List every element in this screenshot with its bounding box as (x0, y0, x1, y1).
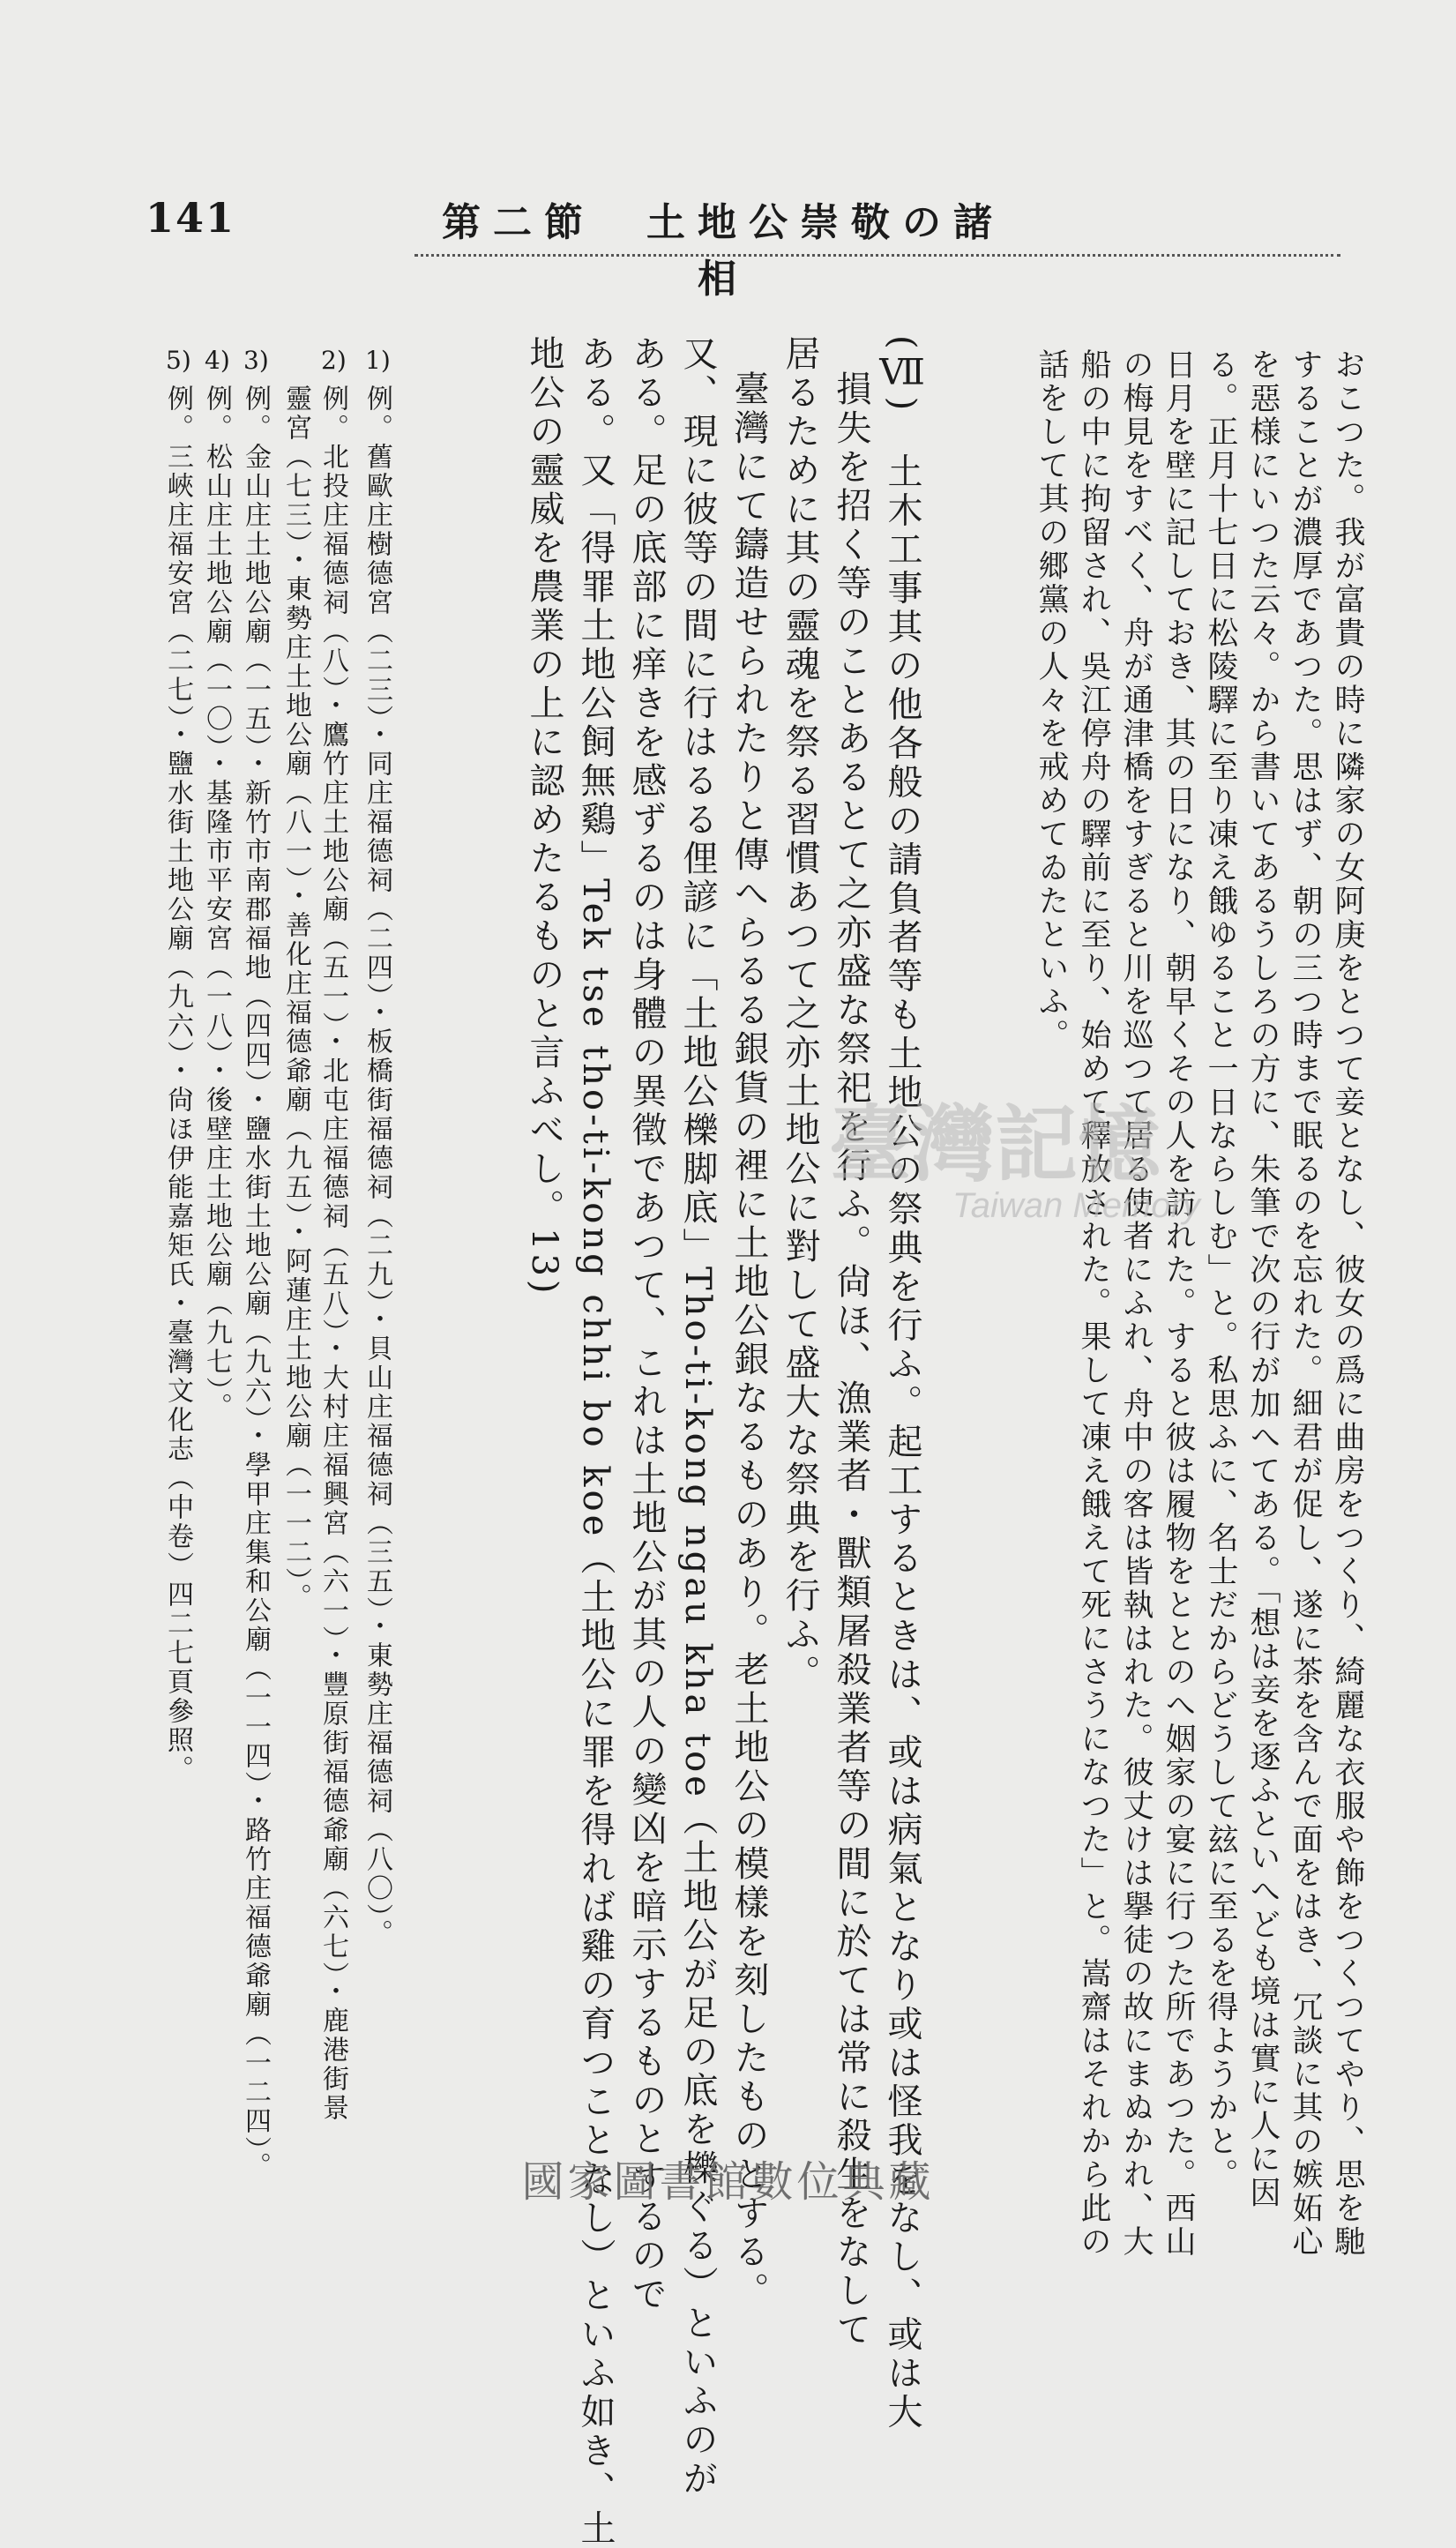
quote-line: 話をして其の郷黨の人々を戒めてゐたといふ。 (1034, 348, 1069, 1052)
quote-line: おこつた。我が富貴の時に隣家の女阿庚をとつて妾となし、彼女の爲に曲房をつくり、綺麗な衣服や飾をつくつてやり、思を馳 (1330, 348, 1365, 2259)
header-divider (414, 254, 1340, 257)
body-line: ある。足の底部に痒きを感ずるのは身體の異徵であつて、これは土地公が其の人の變凶を暗示するものとするので (626, 335, 667, 2314)
footnote-text: 靈宮（七三）・東勢庄土地公廟（八一）・善化庄福德爺廟（九五）・阿蓮庄土地公廟（一一二）。 (280, 385, 311, 1612)
quote-line: 日月を壁に記しておき、其の日になり、朝早くその人を訪れた。すると彼は履物をととのへ姻家の宴に行つた所であつた。西山 (1161, 348, 1196, 2259)
quote-line: を惡様にいつた云々。から書いてあるうしろの方に、朱筆で次の行が加へてある。「想は妾を逐ふといへども境は實に人に因 (1245, 348, 1281, 2210)
quote-line: 船の中に拘留され、吳江停舟の驛前に至り、始めて釋放された。果して凍え餓えて死にさうになつた」と。嵩齋はそれから此の (1076, 348, 1111, 2259)
body-line: ある。又「得罪土地公飼無鷄」Tek tse tho-ti-kong chhi bo koe（土地公に罪を得れば雞の育つことなし）といふ如き、土 (575, 335, 616, 2548)
quote-line: の梅見をすべく、舟が通津橋をすぎると川を巡つて居る使者にふれ、舟中の客は皆執はれた。彼丈けは擧徒の故にまぬかれ、大 (1118, 348, 1154, 2259)
quote-line: る。正月十七日に松陵驛に至り凍え餓ゆること一日ならしむ」と。私思ふに、名士だからどうして玆に至るを得ようかと。 (1203, 348, 1238, 2192)
quote-line: することが濃厚であつた。思はず、朝の三つ時まで眠るのを忘れた。細君が促し、遂に茶を含んで面をはき、冗談に其の嫉妬心 (1288, 348, 1323, 2259)
footnote-text: 例。松山庄土地公廟（一〇）・基隆市平安宮（一八）・後壁庄土地公廟（九七）。 (201, 385, 232, 1422)
footnote-number: 3) (243, 346, 269, 375)
running-title: 第二節 土地公崇敬の諸相 (442, 200, 1004, 302)
body-line: 居るために其の靈魂を祭る習慣あつて之亦土地公に對して盛大な祭典を行ふ。 (780, 335, 820, 1693)
footnote-number: 4) (205, 346, 230, 375)
footnote-text: 例。舊歐庄樹德宮（二三）・同庄福德祠（二四）・板橋街福德祠（二九）・貝山庄福德祠（三五）・東勢庄福德祠（八〇）。 (362, 385, 392, 1948)
footnote-number: 5) (166, 346, 191, 375)
watermark-latin: Taiwan Memory (952, 1186, 1200, 1225)
body-line: 又、現に彼等の間に行はるる俚諺に「土地公櫟脚底」Tho-ti-kong ngau kha toe（土地公が足の底を櫟ぐる）といふのが (677, 335, 718, 2499)
footnote-number: 2) (321, 346, 347, 375)
footnote-text: 例。金山庄土地公廟（一五）・新竹市南郡福地（四四）・鹽水街土地公廟（九六）・學甲庄集和公廟（一一四）・路竹庄福德爺廟（一二四）。 (240, 385, 271, 2181)
watermark-cjk: 臺灣記憶 (829, 1096, 1161, 1193)
footnote-number: 1) (365, 346, 391, 375)
body-line: 臺灣にて鑄造せられたりと傳へらるる銀貨の裡に土地公銀なるものあり。老土地公の模樣を刻したものとする。 (728, 370, 769, 2311)
body-line: (Ⅶ) 土木工事其の他各般の請負者等も土地公の祭典を行ふ。起工するときは、或は病氣となり或は怪我をなし、或は大 (882, 335, 922, 2432)
archive-credit: 國家圖書館數位典藏 (521, 2157, 935, 2207)
footnote-text: 例。三峽庄福安宮（二七）・鹽水街土地公廟（九六）・尙ほ伊能嘉矩氏・臺灣文化志（中卷）四二七頁參照。 (162, 385, 193, 1784)
body-line: 損失を招く等のことあるとて之亦盛な祭祀を行ふ。尙ほ、漁業者・獸類屠殺業者等の間に於ては常に殺生をなして (831, 370, 871, 2350)
body-line: 地公の靈威を農業の上に認めたるものと言ふべし。13) (524, 335, 564, 1297)
page-number: 141 (146, 194, 236, 242)
footnote-text: 例。北投庄福德祠（八）・鷹竹庄土地公廟（五一）・北屯庄福德祠（五八）・大村庄福興宮（六一）・豐原街福德爺廟（六七）・鹿港街景 (317, 385, 348, 2123)
